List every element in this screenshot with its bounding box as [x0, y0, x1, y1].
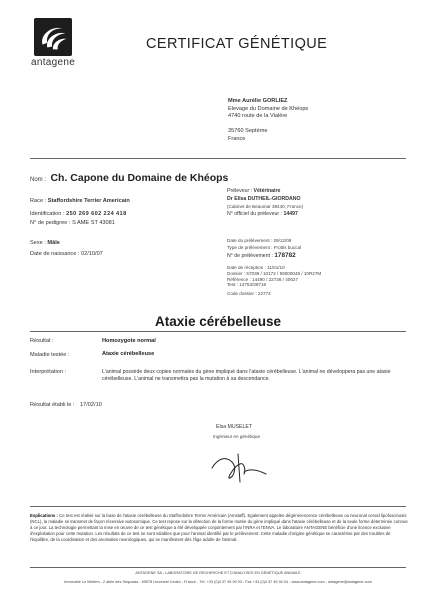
owner-name: Mme Aurélie GORLIEZ — [228, 98, 288, 104]
sample-meta-line: Code dossier : 22772 — [227, 291, 271, 297]
owner-line: 35760 Septème — [228, 128, 268, 135]
result-value: Homozygote normal — [102, 338, 156, 344]
sample-date-label: Date du prélèvement : — [227, 238, 273, 243]
identification-value: 250 269 602 224 418 — [66, 211, 127, 217]
disease-value: Ataxie cérébelleuse — [102, 351, 155, 357]
birthdate-label: Date de naissance : — [30, 251, 80, 257]
footer-line-2: Immeuble Le Meltem - 2 allée des Séquoias - 69578 Limonest Cedex - France - Tél. +33 (0)4 37 49 90 03 - Fax +33 (0)4 37 49 90 04 - www.antagene.com - antagene@antagene.com — [64, 580, 372, 584]
explanations-block — [30, 513, 410, 543]
vet-address: (Cabinet de Beaumar 38440, France) — [227, 204, 304, 210]
logo-text: antagene — [31, 57, 76, 68]
owner-line: France — [228, 135, 246, 142]
vet-official-label: N° officiel du préleveur : — [227, 210, 283, 217]
sample-meta-line: Date de réception : 11/01/10 — [227, 265, 285, 270]
sex-row — [30, 240, 60, 246]
result-date-row — [30, 402, 102, 408]
footer-line-1: ANTAGENE SA - LABORATOIRE DE RECHERCHE ET D'ANALYSES EN GÉNÉTIQUE ANIMALE — [135, 571, 301, 575]
vet-official-value: 14497 — [283, 210, 298, 217]
owner-line: Elevage du Domaine de Khéops — [228, 105, 309, 112]
sex-value: Mâle — [47, 240, 60, 246]
signature-name: Elsa MUSELET — [216, 424, 253, 430]
divider — [30, 506, 406, 507]
test-title: Ataxie cérébelleuse — [154, 314, 282, 329]
dog-name-label: Nom : — [30, 177, 47, 183]
sample-meta-line: Dossier : 57038 / 10172 / 59000048 / 10R27M — [227, 270, 322, 276]
dog-name-row — [30, 168, 228, 186]
race-row — [30, 198, 130, 204]
vet-title-value: Vétérinaire — [253, 188, 281, 194]
vet-name: Dr Elisa DUTHEIL-GIORDANO — [227, 195, 301, 202]
sample-date-value: 29/12/09 — [273, 238, 292, 243]
birthdate-row — [30, 251, 103, 257]
divider — [30, 158, 406, 159]
antagene-logo-icon — [34, 18, 72, 56]
disease-label: Maladie testée : — [30, 352, 70, 358]
dog-name-value: Ch. Capone du Domaine de Khéops — [50, 172, 229, 184]
identification-label: Identification : — [30, 211, 65, 217]
sample-meta-line: Référence : 14490 / 22738 / 40627 — [227, 276, 299, 282]
sample-type-value: Frottis buccal — [273, 245, 302, 251]
owner-line — [228, 121, 308, 129]
sample-number-value: 178782 — [274, 251, 296, 259]
divider — [30, 567, 406, 568]
divider — [30, 331, 406, 332]
result-label: Résultat : — [30, 338, 54, 344]
identification-row — [30, 211, 127, 217]
sample-meta — [227, 265, 321, 297]
vet-block — [227, 188, 303, 218]
sample-type-label: Type de prélèvement : — [227, 245, 273, 251]
result-date-value: 17/02/10 — [80, 402, 102, 408]
interpretation-text: L'animal possède deux copies normales du gène impliqué dans l'ataxie cérébelleuse. L'animal ne développera pas une ataxie cérébelleuse. L'animal ne transmettra pas la mutation à sa descendance. — [102, 369, 391, 383]
explanations-label: Explications : — [30, 513, 58, 518]
sample-meta-line: Test : 14753/39718 — [227, 282, 267, 288]
sex-label: Sexe : — [30, 240, 46, 246]
owner-line: 4740 route de la Vialère — [228, 113, 288, 120]
signature-title: Ingénieur en génétique — [213, 434, 260, 439]
handwritten-signature-icon — [204, 448, 274, 486]
document-title: CERTIFICAT GÉNÉTIQUE — [146, 36, 328, 52]
race-value: Staffordshire Terrier Americain — [47, 198, 130, 204]
owner-block — [228, 98, 308, 144]
birthdate-value: 02/10/07 — [81, 251, 103, 257]
sample-block — [227, 237, 301, 260]
race-label: Race : — [30, 198, 47, 204]
pedigree-label: N° de pedigree : — [30, 220, 71, 226]
pedigree-row — [30, 220, 115, 226]
explanations-text: Ce test est réalisé sur la base de l'ataxie cérébelleuse du Staffordshire Terrier Américain (Amstaff). Egalement appelée dégénérescence cérébelleuse ou neuronal ceroid lipofuscinosis (NCL), la maladie se transmet de façon récessive autosomique. Ce test repose sur la détection de la forme mutée du gène impliqué dans l'ataxie cérébelleuse et de la seule forme déterminée connue à ce jour. La technologie permettant la mise en œuvre de ce test génétique a été développée conjointement par l'INRA et l'ENVA. Le laboratoire ANTAGENE bénéficie d'une licence exclusive d'exploitation pour cette mutation. Les résultats de ce test ne sont valables que pour l'animal identifié par le prélèvement. Cette maladie d'origine génétique se caractérise par des troubles de l'équilibre, de la coordination et des anomalies neurologiques, qui se manifestent dès l'âge adulte de l'animal. — [30, 513, 408, 542]
interpretation-label: Interprétation : — [30, 369, 67, 375]
result-date-label: Résultat établi le : — [30, 402, 75, 408]
vet-title-label: Préleveur : — [227, 188, 253, 194]
pedigree-value: S AME ST 43081 — [72, 220, 115, 226]
sample-number-label: N° de prélèvement : — [227, 252, 273, 259]
